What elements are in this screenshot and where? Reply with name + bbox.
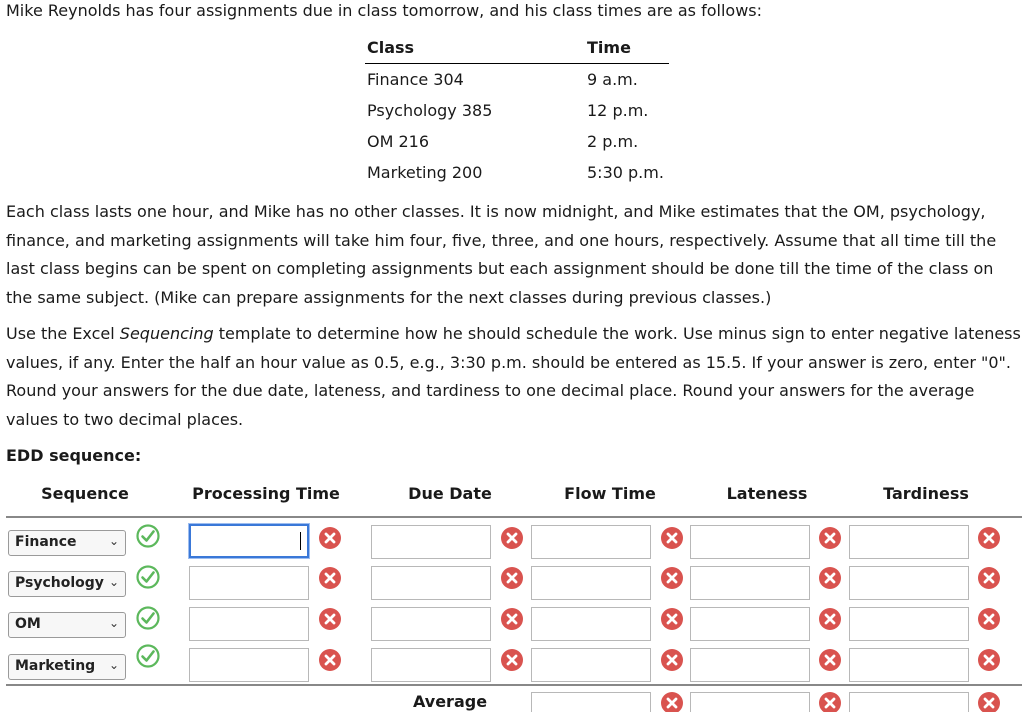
- due-date-input[interactable]: [371, 525, 491, 559]
- edd-sequence-label: EDD sequence:: [6, 446, 142, 465]
- x-circle-icon: [660, 526, 684, 550]
- due-date-input[interactable]: [371, 566, 491, 600]
- x-circle-icon: [660, 648, 684, 672]
- column-header-tardiness: Tardiness: [883, 484, 969, 503]
- sequence-select[interactable]: [8, 654, 126, 680]
- flow-time-input[interactable]: [531, 607, 651, 641]
- x-circle-icon: [818, 526, 842, 550]
- flow-time-input[interactable]: [531, 566, 651, 600]
- problem-paragraph: Each class lasts one hour, and Mike has no other classes. It is now midnight, and Mike estimates that the OM, psychology, finance, and marketing assignments will take him four, five, three, and one hours, respectively. Assume that all time till the last class begins can be spent on completing assignments but each assignment should be done till the time of the class on the same subject. (Mike can prepare assignments for the next classes during previous classes.): [6, 202, 997, 307]
- schedule-class: Finance 304: [367, 70, 464, 89]
- x-circle-icon: [318, 566, 342, 590]
- schedule-header-time: Time: [587, 38, 631, 57]
- x-circle-icon: [818, 607, 842, 631]
- x-circle-icon: [977, 691, 1001, 712]
- instructions-paragraph: [6, 320, 1022, 434]
- x-circle-icon: [818, 566, 842, 590]
- average-flow-time-input[interactable]: [531, 692, 651, 712]
- lateness-input[interactable]: [690, 525, 810, 559]
- sequence-select[interactable]: [8, 571, 126, 597]
- tardiness-input[interactable]: [849, 648, 969, 682]
- template-name: Sequencing: [119, 324, 214, 343]
- chevron-down-icon: ⌄: [108, 534, 119, 548]
- lateness-input[interactable]: [690, 607, 810, 641]
- table-top-rule: [6, 516, 1022, 518]
- x-circle-icon: [500, 526, 524, 550]
- chevron-down-icon: ⌄: [108, 575, 119, 589]
- intro-text: Mike Reynolds has four assignments due in class tomorrow, and his class times are as follows:: [6, 1, 762, 20]
- due-date-input[interactable]: [371, 648, 491, 682]
- schedule-class: Psychology 385: [367, 101, 493, 120]
- chevron-down-icon: ⌄: [108, 616, 119, 630]
- schedule-header-class: Class: [367, 38, 415, 57]
- column-header-flow-time: Flow Time: [564, 484, 656, 503]
- column-header-sequence: Sequence: [41, 484, 129, 503]
- x-circle-icon: [318, 648, 342, 672]
- average-tardiness-input[interactable]: [849, 692, 969, 712]
- x-circle-icon: [318, 526, 342, 550]
- average-lateness-input[interactable]: [690, 692, 810, 712]
- check-circle-icon: [136, 644, 160, 668]
- instructions-text: Use the Excel: [6, 324, 120, 343]
- sequence-select[interactable]: [8, 612, 126, 638]
- check-circle-icon: [136, 606, 160, 630]
- column-header-due-date: Due Date: [408, 484, 492, 503]
- column-header-lateness: Lateness: [726, 484, 808, 503]
- schedule-time: 12 p.m.: [587, 101, 649, 120]
- instructions-text: template to determine how he should schedule the work. Use minus sign to enter negative lateness values, if any. Enter the half an hour value as 0.5, e.g., 3:30 p.m. should be entered as 15.5. If your answer is zero, enter "0". Round your answers for the due date, lateness, and tardiness to one decimal place. Round your answers for the average values to two decimal places.: [6, 324, 1021, 429]
- schedule-header-rule: [365, 63, 669, 64]
- schedule-time: 2 p.m.: [587, 132, 639, 151]
- sequence-value: OM: [15, 616, 41, 632]
- x-circle-icon: [318, 607, 342, 631]
- flow-time-input[interactable]: [531, 525, 651, 559]
- x-circle-icon: [977, 526, 1001, 550]
- table-bottom-rule: [6, 684, 1022, 686]
- processing-time-input[interactable]: [189, 607, 309, 641]
- column-header-processing-time: Processing Time: [192, 484, 340, 503]
- sequence-value: Finance: [15, 534, 77, 550]
- schedule-time: 5:30 p.m.: [587, 163, 664, 182]
- x-circle-icon: [660, 607, 684, 631]
- tardiness-input[interactable]: [849, 607, 969, 641]
- tardiness-input[interactable]: [849, 566, 969, 600]
- schedule-time: 9 a.m.: [587, 70, 638, 89]
- x-circle-icon: [500, 566, 524, 590]
- schedule-class: OM 216: [367, 132, 430, 151]
- x-circle-icon: [818, 691, 842, 712]
- x-circle-icon: [977, 607, 1001, 631]
- sequence-value: Marketing: [15, 658, 96, 674]
- x-circle-icon: [500, 607, 524, 631]
- processing-time-input[interactable]: [189, 648, 309, 682]
- lateness-input[interactable]: [690, 566, 810, 600]
- processing-time-input[interactable]: [189, 524, 309, 558]
- average-label: Average: [412, 692, 488, 711]
- due-date-input[interactable]: [371, 607, 491, 641]
- sequence-select[interactable]: [8, 530, 126, 556]
- x-circle-icon: [977, 566, 1001, 590]
- lateness-input[interactable]: [690, 648, 810, 682]
- x-circle-icon: [660, 566, 684, 590]
- x-circle-icon: [977, 648, 1001, 672]
- chevron-down-icon: ⌄: [108, 658, 119, 672]
- schedule-class: Marketing 200: [367, 163, 483, 182]
- flow-time-input[interactable]: [531, 648, 651, 682]
- x-circle-icon: [500, 648, 524, 672]
- processing-time-input[interactable]: [189, 566, 309, 600]
- check-circle-icon: [136, 565, 160, 589]
- tardiness-input[interactable]: [849, 525, 969, 559]
- x-circle-icon: [818, 648, 842, 672]
- sequence-value: Psychology: [15, 575, 104, 591]
- text-caret: [300, 532, 301, 550]
- x-circle-icon: [660, 691, 684, 712]
- check-circle-icon: [136, 524, 160, 548]
